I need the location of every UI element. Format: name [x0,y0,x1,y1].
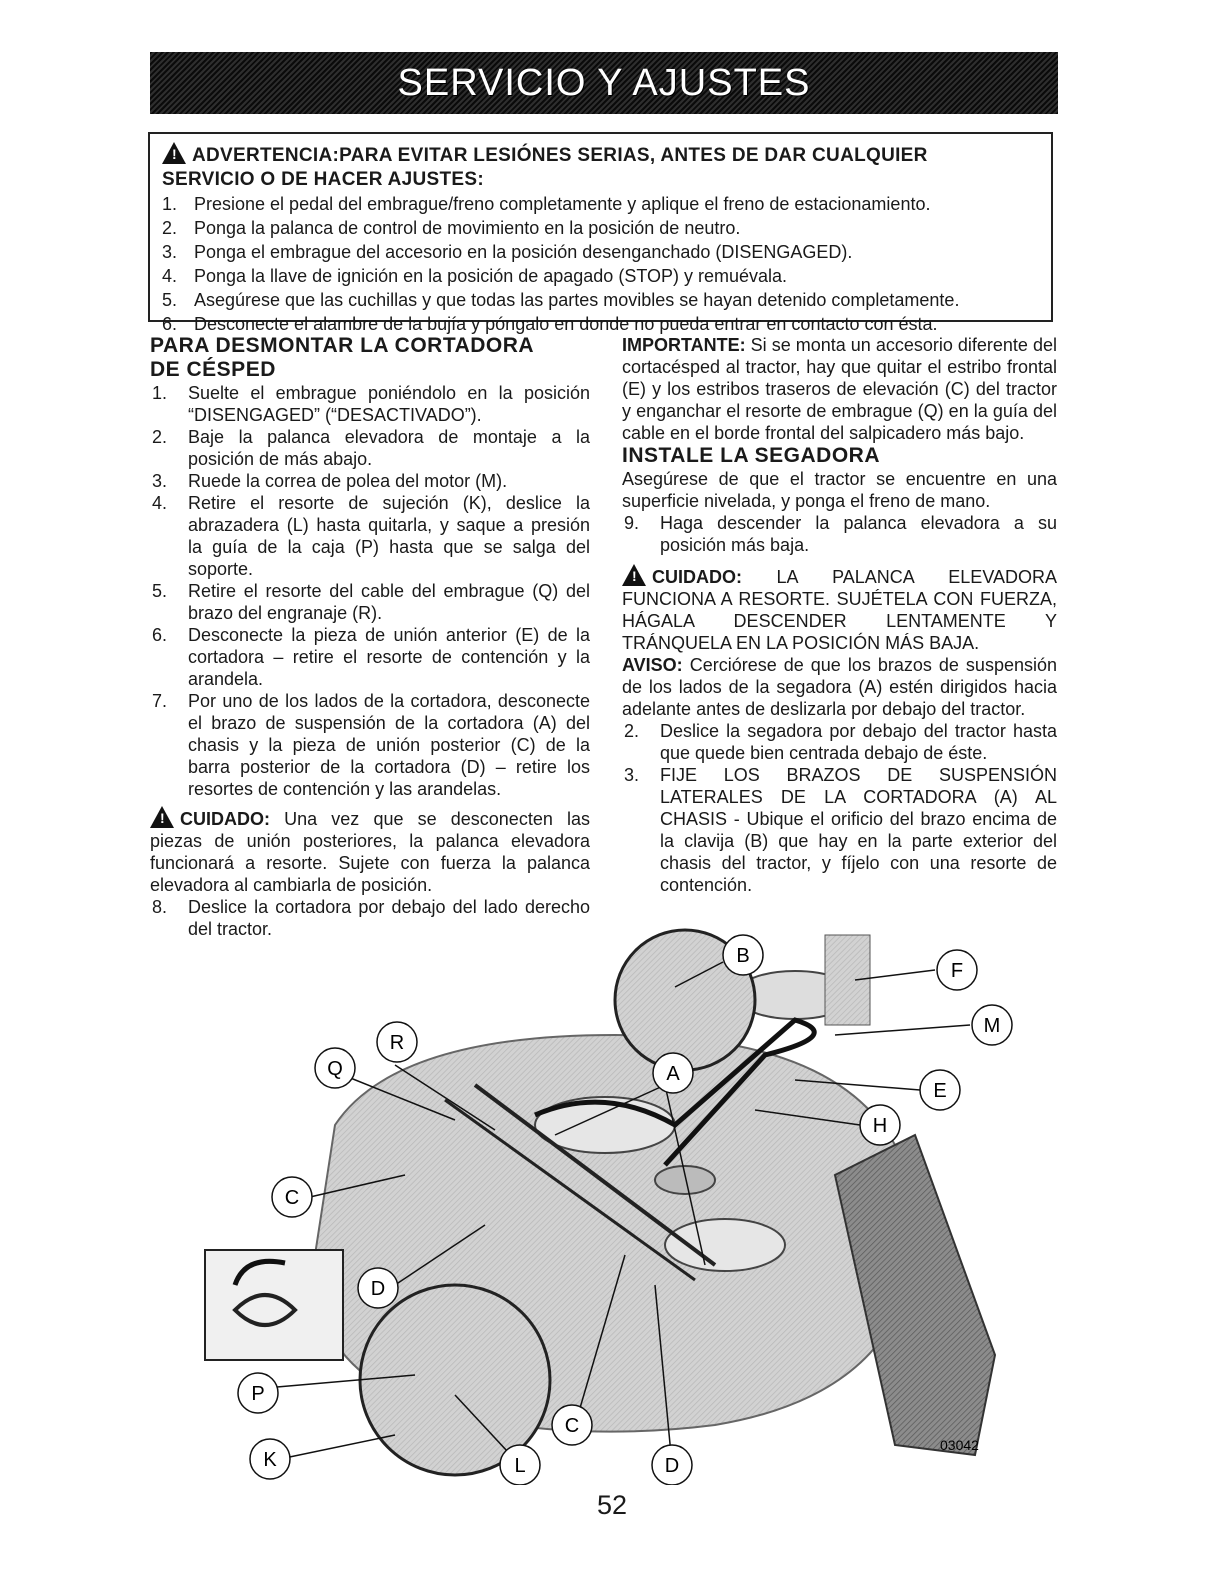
callout-a [653,1053,693,1093]
step-number: 4. [152,493,168,513]
notice-label: AVISO: [622,655,683,675]
step-number: 3. [152,471,168,491]
callout-label: C [284,1187,300,1209]
step-number: 5. [162,290,178,310]
warning-triangle-icon: ! [150,806,174,828]
callout-e [920,1070,960,1110]
warning-triangle-icon: ! [622,564,646,586]
step-text: Suelte el embrague poniéndolo en la posición “DISENGAGED” (“DESACTIVADO”). [188,383,590,425]
step-text: Asegúrese que las cuchillas y que todas las partes movibles se hayan detenido completamente. [194,290,960,310]
step-number: 3. [624,765,640,785]
callout-label: B [736,945,750,967]
list-item [162,288,1041,312]
step-text: Deslice la cortadora por debajo del lado derecho del tractor. [188,897,590,939]
callout-d-left [358,1268,398,1308]
step-number: 6. [162,314,178,334]
step-number: 6. [152,625,168,645]
install-step-9 [622,512,1057,556]
step-text: Haga descender la palanca elevadora a su posición más baja. [660,513,1057,555]
step-number: 2. [152,427,168,447]
caution-text: Una vez que se desconecten las piezas de unión posteriores, la palanca elevadora funcionará a resorte. Sujete con fuerza la palanca elevadora al cambiarla de posición. [150,809,590,895]
callout-label: E [933,1080,947,1102]
callout-label: K [263,1449,277,1471]
callout-label: L [514,1455,526,1477]
callout-label: Q [327,1058,343,1080]
list-item [162,240,1041,264]
callout-r [377,1022,417,1062]
step-text: Baje la palanca elevadora de montaje a la posición de más abajo. [188,427,590,469]
list-item [162,264,1041,288]
list-item [150,580,590,624]
callout-c-left [272,1177,312,1217]
list-item [150,382,590,426]
pulley-shape [655,1166,715,1194]
step-text: FIJE LOS BRAZOS DE SUSPENSIÓN LATERALES DE LA CORTADORA (A) AL CHASIS - Ubique el orificio del brazo encima de la clavija (B) que hay en la parte exterior del chasis del tractor, y fíjelo con una resorte de contención. [660,765,1057,895]
list-item [162,192,1041,216]
callout-h [860,1105,900,1145]
step-number: 1. [152,383,168,403]
list-item [622,720,1057,764]
callout-q [315,1048,355,1088]
callout-f [937,950,977,990]
warning-box [148,132,1053,334]
callout-label: C [564,1415,580,1437]
left-caution [150,806,590,896]
callout-m [972,1005,1012,1045]
callout-l [500,1445,540,1485]
install-steps [622,720,1057,896]
bracket-shape [825,935,870,1025]
step-text: Ponga la palanca de control de movimiento en la posición de neutro. [194,218,741,238]
callout-label: P [251,1383,265,1405]
step-text: Presione el pedal del embrague/freno completamente y aplique el freno de estacionamiento. [194,194,931,214]
section-title-bar [150,52,1058,114]
step-text: Retire el resorte del cable del embrague (Q) del brazo del engranaje (R). [188,581,590,623]
remove-heading [150,334,590,382]
list-item [150,426,590,470]
caution-label: CUIDADO: [652,567,742,587]
step-number: 9. [624,513,640,533]
step-text: Desconecte la pieza de unión anterior (E) de la cortadora – retire el resorte de contención y la arandela. [188,625,590,689]
remove-steps [150,382,590,800]
caution-text: LA PALANCA ELEVADORA FUNCIONA A RESORTE. SUJÉTELA CON FUERZA, HÁGALA DESCENDER LENTAMENTE Y TRÁNQUELA EN LA POSICIÓN MÁS BAJA. [622,567,1057,653]
important-text: Si se monta un accesorio diferente del cortacésped al tractor, hay que quitar el estribo frontal (E) y los estribos traseros de elevación (C) del tractor y enganchar el resorte de embrague (Q) en la guía del cable en el borde frontal del salpicadero más bajo. [622,335,1057,443]
list-item [150,470,590,492]
list-item [150,624,590,690]
list-item [622,512,1057,556]
callout-label: R [389,1032,405,1054]
step-text: Por uno de los lados de la cortadora, desconecte el brazo de suspensión de la cortadora (A) del chasis y la pieza de unión posterior (C) de la barra posterior de la cortadora (D) – retire los resortes de contención y las arandelas. [188,691,590,799]
list-item [162,216,1041,240]
callout-label: H [872,1115,888,1137]
caution-label: CUIDADO: [180,809,270,829]
step-number: 8. [152,897,168,917]
pulley-shape [665,1219,785,1271]
install-heading: INSTALE LA SEGADORA [622,444,881,467]
mower-deck-diagram [195,925,1025,1485]
callout-label: A [666,1063,680,1085]
list-item [150,492,590,580]
callout-d-bottom [652,1445,692,1485]
page-number: 52 [596,1490,628,1520]
callout-b [723,935,763,975]
install-intro: Asegúrese de que el tractor se encuentre en una superficie nivelada, y ponga el freno de mano. [622,469,1057,511]
callout-k [250,1439,290,1479]
step-number: 5. [152,581,168,601]
warning-heading [162,142,1041,192]
callout-label: D [664,1455,680,1477]
step-text: Ruede la correa de polea del motor (M). [188,471,508,491]
warning-triangle-icon: ! [162,142,186,164]
clip-inset-box [205,1250,343,1360]
figure-code: 03042 [940,1437,979,1453]
step-text: Retire el resorte de sujeción (K), deslice la abrazadera (L) hasta quitarla, y saque a presión la guía de la caja (P) hasta que se salga del soporte. [188,493,590,579]
list-item [162,312,1041,336]
notice-note [622,654,1057,720]
list-item [150,690,590,800]
important-label: IMPORTANTE: [622,335,746,355]
remove-heading-line2: DE CÉSPED [150,358,276,381]
step-number: 2. [624,721,640,741]
step-number: 1. [162,194,178,214]
step-number: 7. [152,691,168,711]
warning-heading-line2: SERVICIO O DE HACER AJUSTES: [162,169,484,190]
callout-c-bottom [552,1405,592,1445]
step-text: Ponga la llave de ignición en la posición de apagado (STOP) y remuévala. [194,266,788,286]
left-column [150,334,590,940]
right-caution [622,564,1057,654]
callout-label: D [370,1278,386,1300]
step-text: Deslice la segadora por debajo del tractor hasta que quede bien centrada debajo de éste. [660,721,1057,763]
step-number: 3. [162,242,178,262]
warning-steps [162,192,1041,336]
important-note [622,334,1057,444]
right-column [622,334,1057,896]
step-number: 2. [162,218,178,238]
step-text: Desconecte el alambre de la bujía y póngalo en donde no pueda entrar en contacto con ésta. [194,314,938,334]
warning-heading-line1: ADVERTENCIA:PARA EVITAR LESIÓNES SERIAS, ANTES DE DAR CUALQUIER [192,145,928,166]
callout-p [238,1373,278,1413]
notice-text: Cerciórese de que los brazos de suspensión de los lados de la segadora (A) estén dirigidos hacia adelante antes de deslizarla por debajo del tractor. [622,655,1057,719]
step-text: Ponga el embrague del accesorio en la posición desenganchado (DISENGAGED). [194,242,853,262]
list-item [622,764,1057,896]
section-title: SERVICIO Y AJUSTES [397,61,811,104]
callout-label: F [950,960,964,982]
remove-heading-line1: PARA DESMONTAR LA CORTADORA [150,334,535,357]
step-number: 4. [162,266,178,286]
callout-label: M [983,1015,1001,1037]
